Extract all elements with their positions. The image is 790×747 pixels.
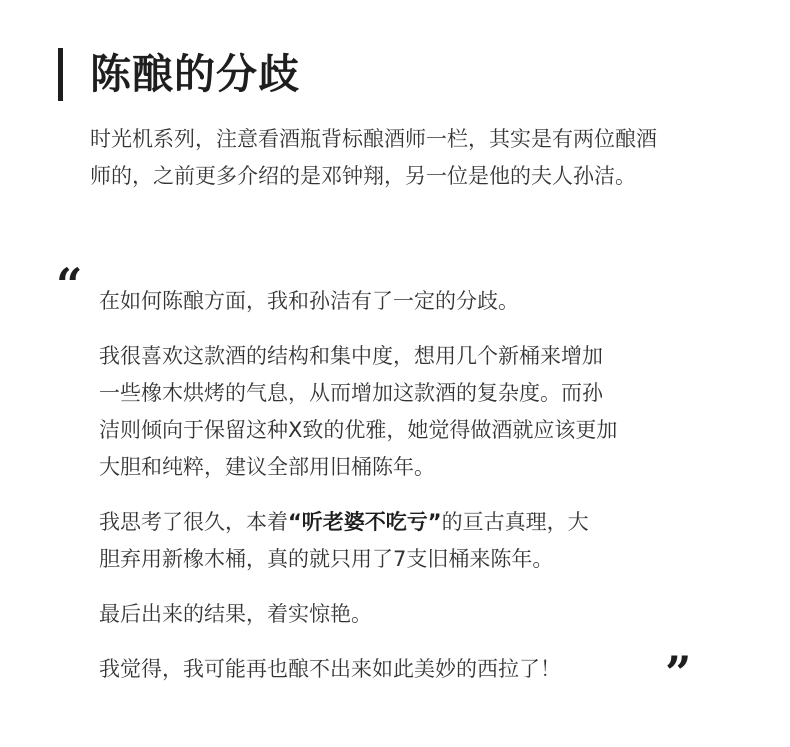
title-accent-bar	[58, 48, 63, 101]
quote-text: 我思考了很久，本着	[99, 510, 288, 534]
quote-paragraph	[99, 338, 699, 486]
quote-line: 我觉得，我可能再也酿不出来如此美妙的西拉了！	[99, 657, 561, 681]
intro-line: 师的，之前更多介绍的是邓钟翔，另一位是他的夫人孙洁。	[90, 164, 636, 188]
quote-line: 洁则倾向于保留这种X致的优雅，她觉得做酒就应该更加	[99, 418, 618, 442]
quote-line: 大胆和纯粹，建议全部用旧桶陈年。	[99, 455, 435, 479]
quote-line: 最后出来的结果，着实惊艳。	[99, 602, 372, 626]
intro-line: 时光机系列，注意看酒瓶背标酿酒师一栏，其实是有两位酿酒	[90, 127, 657, 151]
page-title: 陈酿的分歧	[90, 50, 300, 98]
quote-paragraph	[99, 651, 699, 688]
quote-line: 在如何陈酿方面，我和孙洁有了一定的分歧。	[99, 289, 519, 313]
quote-paragraph	[99, 504, 699, 578]
highlighted-phrase: “听老婆不吃亏”	[288, 510, 442, 534]
quote-line: 我很喜欢这款酒的结构和集中度，想用几个新桶来增加	[99, 344, 603, 368]
quote-line: 一些橡木烘烤的气息，从而增加这款酒的复杂度。而孙	[99, 381, 603, 405]
intro-paragraph	[90, 121, 710, 195]
quote-paragraph	[99, 596, 699, 633]
close-quote-mark: ”	[665, 646, 692, 700]
blockquote	[99, 283, 699, 706]
quote-line: 胆弃用新橡木桶，真的就只用了7支旧桶来陈年。	[99, 547, 554, 571]
quote-line	[99, 504, 699, 541]
quote-paragraph	[99, 283, 699, 320]
open-quote-mark: “	[56, 258, 83, 312]
quote-text: 的亘古真理，大	[441, 510, 589, 534]
